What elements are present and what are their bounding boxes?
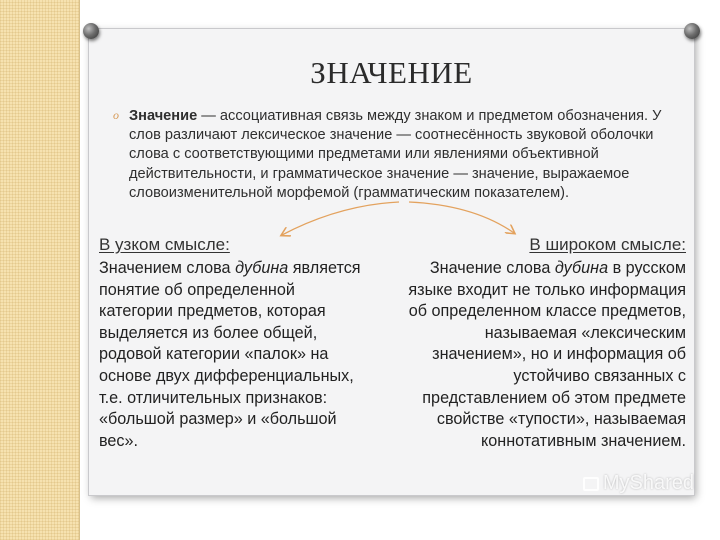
bullet-icon: o — [113, 108, 119, 122]
left-column-title: В узком смысле: — [99, 235, 230, 254]
arrow-left — [282, 202, 399, 235]
definition-body: — ассоциативная связь между знаком и предметом обозначения. У слов различают лексическое значение — соотнесённость звуковой оболочки слова с соответствующими предметами или явлениями объективной действительности, и грамматическое значение — значение, выражаемое словоизменительной морфемой (грамматическим показателем). — [129, 108, 662, 201]
slide-title: ЗНАЧЕНИЕ — [310, 55, 473, 90]
presentation-icon — [583, 477, 599, 491]
arrow-right — [409, 202, 514, 233]
right-column-title: В широком смысле: — [529, 235, 686, 254]
definition-term: Значение — [129, 108, 198, 124]
decorative-left-strip — [0, 0, 80, 540]
slide — [89, 29, 694, 495]
right-column-text: Значение слова дубина в русском языке входит не только информация об определенном классе предметов, называемая «лексическим значением», но и информация об устойчиво связанных с представлением об этом предмете свойстве «тупости», называемая коннотативным значением. — [408, 259, 686, 450]
watermark — [583, 472, 694, 495]
watermark-text: MyShared — [602, 472, 694, 494]
left-column-text: Значением слова дубина является понятие об определенной категории предметов, которая выделяется из более общей, родовой категории «палок» на основе двух дифференциальных, т.е. отличительных признаков: «большой размер» и «большой вес». — [99, 259, 361, 450]
